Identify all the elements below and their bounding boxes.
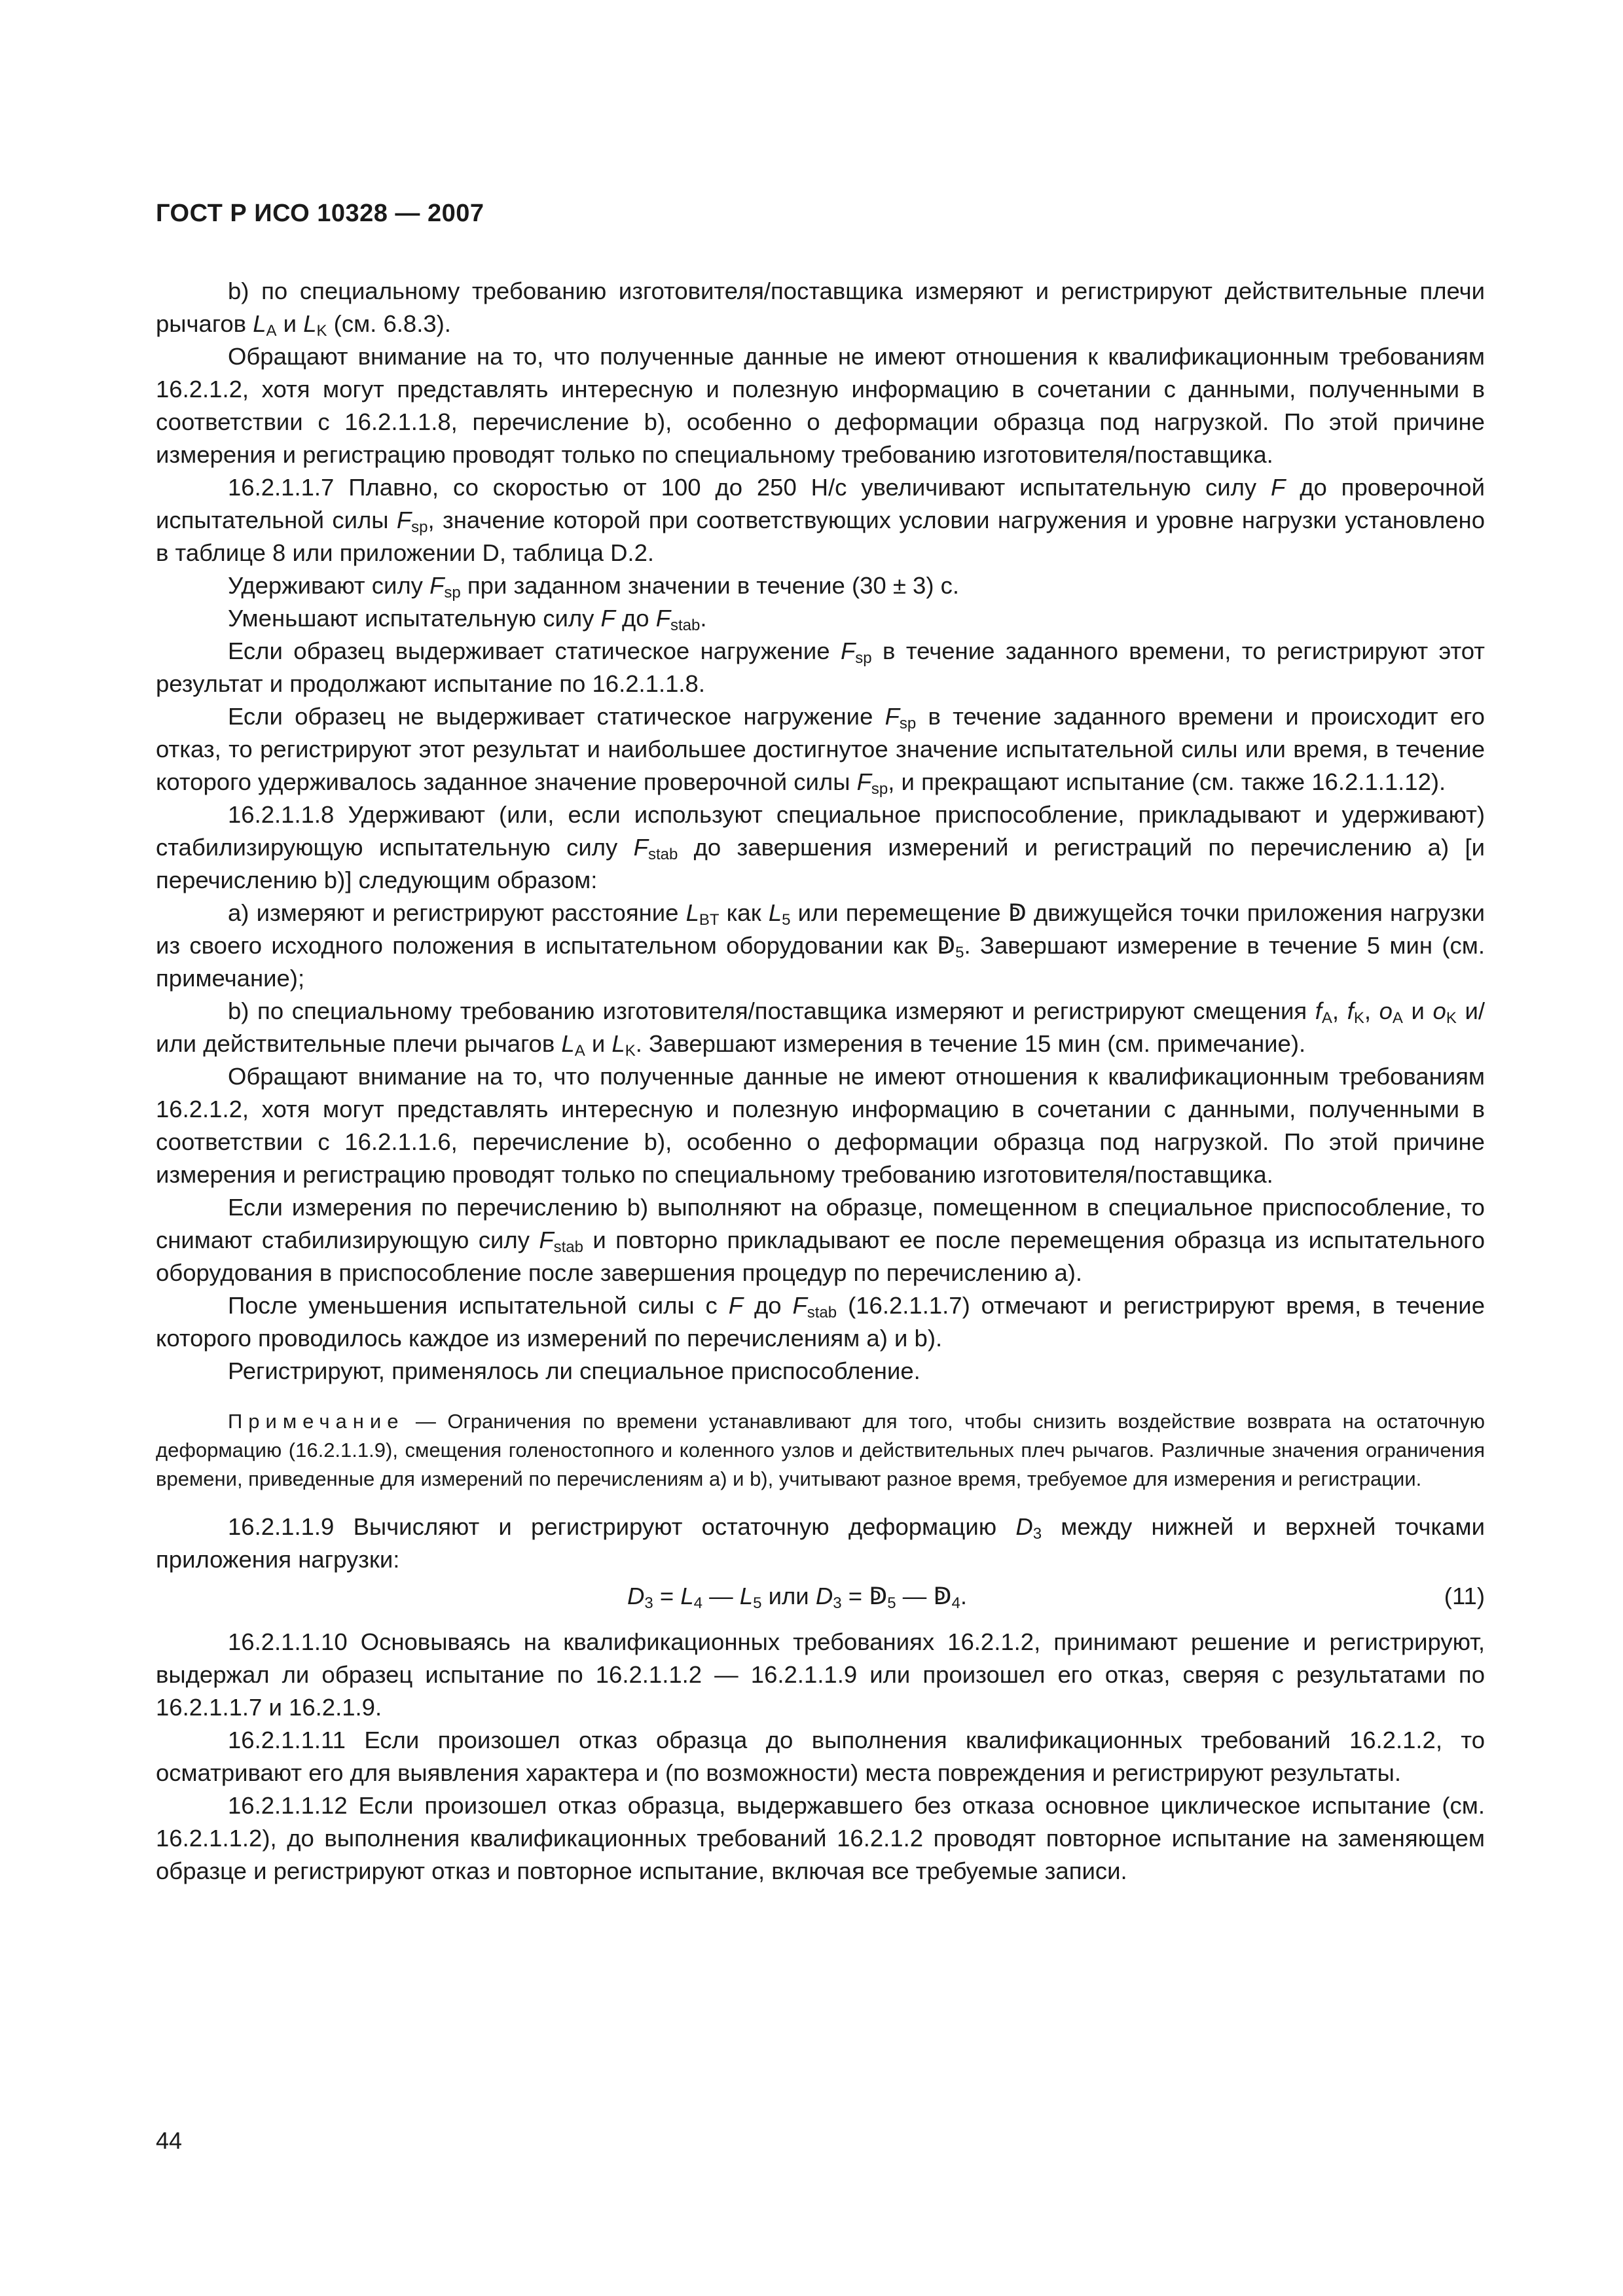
note-title: Примечание bbox=[228, 1410, 405, 1433]
paragraph-fail: Если образец не выдерживает статическое нагружение $F_{sp}$ в течение заданного времени и происходит его отказ, то регистрируют этот результат и наибольшее достигнутое значение испытательной силы или время, в течение которого удерживалось заданное значение проверочной силы $F_{sp}$, и прекращают испытание (см. также 16.2.1.1.12). bbox=[156, 703, 1485, 798]
paragraph-fixture-record: Регистрируют, применялось ли специальное приспособление. bbox=[228, 1357, 921, 1384]
note-text: — Ограничения по времени устанавливают для того, чтобы снизить воздействие возврата на остаточную деформацию (16.2.1.1.9), смещения голеностопного и коленного узлов и действительных плеч рычагов. Различные значения ограничения времени, приведенные для измерений по перечислениям а) и b), учитывают разное время, требуемое для измерения и регистрации. bbox=[156, 1410, 1485, 1490]
paragraph-reduce-force: Уменьшают испытательную силу F до $F_{stab}$. bbox=[228, 605, 707, 634]
paragraph-attention-1: Обращают внимание на то, что полученные данные не имеют отношения к квалификационным требованиям 16.2.1.2, хотя могут представлять интересную и полезную информацию в сочетании с данными, полученными в соответствии с 16.2.1.1.8, перечисление b), особенно о деформации образца под нагрузкой. По этой причине измерения и регистрацию проводят только по специальному требованию изготовителя/поставщика. bbox=[156, 343, 1485, 468]
page-number: 44 bbox=[156, 2127, 183, 2154]
equation-number: (11) bbox=[1444, 1583, 1485, 1609]
paragraph-b-lever-arms: b) по специальному требованию изготовителя/поставщика измеряют и регистрируют действительные плечи рычагов $L_A$ и $L_K$ (см. 6.8.3). bbox=[156, 278, 1485, 340]
formula-11 bbox=[156, 1580, 1485, 1617]
note bbox=[156, 1407, 1485, 1494]
paragraph-item-a: а) измеряют и регистрируют расстояние $L_{BT}$ как $L_5$ или перемещение ↁ движущейся точки приложения нагрузки из своего исходного положения в испытательном оборудовании как $ↁ_5$. Завершают измерение в течение 5 мин (см. примечание); bbox=[156, 899, 1485, 992]
paragraph-16-2-1-1-10: 16.2.1.1.10 Основываясь на квалификационных требованиях 16.2.1.2, принимают решение и регистрируют, выдержал ли образец испытание по 16.2.1.1.2 — 16.2.1.1.9 или произошел его отказ, сверяя с результатами по 16.2.1.1.7 и 16.2.1.9. bbox=[156, 1628, 1485, 1721]
paragraph-16-2-1-1-11: 16.2.1.1.11 Если произошел отказ образца до выполнения квалификационных требований 16.2.1.2, то осматривают его для выявления характера и (по возможности) места повреждения и регистрируют результаты. bbox=[156, 1727, 1485, 1786]
paragraph-pass: Если образец выдерживает статическое нагружение $F_{sp}$ в течение заданного времени, то регистрируют этот результат и продолжают испытание по 16.2.1.1.8. bbox=[156, 637, 1485, 697]
paragraph-16-2-1-1-12: 16.2.1.1.12 Если произошел отказ образца, выдержавшего без отказа основное циклическое испытание (см. 16.2.1.1.2), до выполнения квалификационных требований 16.2.1.2 проводят повторное испытание на заменяющем образце и регистрируют отказ и повторное испытание, включая все требуемые записи. bbox=[156, 1792, 1485, 1884]
paragraph-16-2-1-1-8: 16.2.1.1.8 Удерживают (или, если используют специальное приспособление, прикладывают и удерживают) стабилизирующую испытательную силу $F_{stab}$ до завершения измерений и регистраций по перечислению а) [и перечислению b)] следующим образом: bbox=[156, 801, 1485, 893]
formula-expression: $D_3 = L_4$ — $L_5$ или $D_3$ = $ↁ_5$ — $ↁ_4$. bbox=[627, 1583, 968, 1612]
paragraph-hold-force: Удерживают силу $F_{sp}$ при заданном значении в течение (30 ± 3) с. bbox=[228, 572, 960, 601]
paragraph-attention-2: Обращают внимание на то, что полученные данные не имеют отношения к квалификационным требованиям 16.2.1.2, хотя могут представлять интересную и полезную информацию в сочетании с данными, полученными в соответствии с 16.2.1.1.6, перечисление b), особенно о деформации образца под нагрузкой. По этой причине измерения и регистрацию проводят только по специальному требованию изготовителя/поставщика. bbox=[156, 1063, 1485, 1188]
paragraph-16-2-1-1-7: 16.2.1.1.7 Плавно, со скоростью от 100 до 250 Н/с увеличивают испытательную силу F до проверочной испытательной силы $F_{sp}$, значение которой при соответствующих условии нагружения и уровне нагрузки установлено в таблице 8 или приложении D, таблица D.2. bbox=[156, 474, 1485, 566]
paragraph-time-record: После уменьшения испытательной силы с F до $F_{stab}$ (16.2.1.1.7) отмечают и регистрируют время, в течение которого проводилось каждое из измерений по перечислениям а) и b). bbox=[156, 1292, 1485, 1352]
paragraph-fixture: Если измерения по перечислению b) выполняют на образце, помещенном в специальное приспособление, то снимают стабилизирующую силу $F_{stab}$ и повторно прикладывают ее после перемещения образца из испытательного оборудования в приспособление после завершения процедур по перечислению а). bbox=[156, 1194, 1485, 1286]
document-header: ГОСТ Р ИСО 10328 — 2007 bbox=[156, 200, 484, 227]
document-body bbox=[156, 275, 1485, 1888]
paragraph-item-b: b) по специальному требованию изготовителя/поставщика измеряют и регистрируют смещения $f_A$, $f_K$, $o_A$ и $o_K$ и/или действительные плечи рычагов $L_A$ и $L_K$. Завершают измерения в течение 15 мин (см. примечание). bbox=[156, 997, 1485, 1060]
paragraph-16-2-1-1-9: 16.2.1.1.9 Вычисляют и регистрируют остаточную деформацию $D_3$ между нижней и верхней точками приложения нагрузки: bbox=[156, 1513, 1485, 1573]
